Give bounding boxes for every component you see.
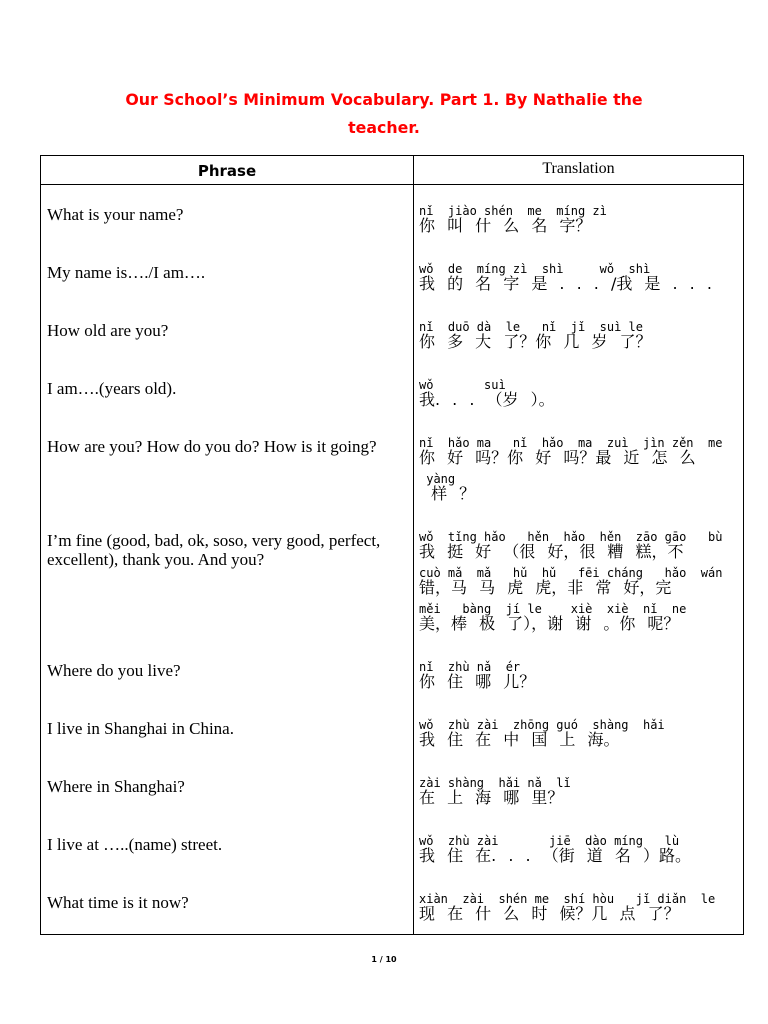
hanzi-line: 我 住 在. . . （街 道 名 ）路。 <box>419 845 691 865</box>
table-row <box>41 363 744 421</box>
pinyin-line: nǐ zhù nǎ ér <box>419 659 521 674</box>
hanzi-line: 我 挺 好 （很 好，很 糟 糕，不 <box>419 541 684 561</box>
translation-block <box>419 531 739 561</box>
hanzi-line: 你 叫 什 么 名 字？ <box>419 216 592 235</box>
pinyin-line: nǐ duō dà le nǐ jǐ suì le <box>419 319 643 334</box>
phrase-cell: I am….(years old). <box>41 363 414 421</box>
table-row <box>41 305 744 363</box>
translation-cell <box>414 819 744 877</box>
hanzi-line: 在 上 海 哪 里？ <box>419 787 564 807</box>
phrase-cell: I live in Shanghai in China. <box>41 703 414 761</box>
hanzi-line: 美，棒 极 了），谢 谢 。你 呢？ <box>419 613 680 633</box>
translation-block <box>419 379 739 409</box>
hanzi-line: 我 的 名 字 是 . . . /我 是 . . . <box>419 273 712 293</box>
translation-block <box>419 661 739 691</box>
phrase-cell: How are you? How do you do? How is it going? <box>41 421 414 515</box>
hanzi-line: 你 好 吗？你 好 吗？最 近 怎 么 <box>419 447 696 467</box>
phrase-column-header: Phrase <box>41 156 414 185</box>
table-row <box>41 819 744 877</box>
table-row <box>41 185 744 247</box>
page-title: Our School’s Minimum Vocabulary. Part 1. By Nathalie the teacher. <box>125 90 643 137</box>
table-row <box>41 515 744 645</box>
hanzi-line: 错，马 马 虎 虎，非 常 好，完 <box>419 577 672 597</box>
translation-cell <box>414 363 744 421</box>
pinyin-line: měi bàng jí le xiè xiè nǐ ne <box>419 601 687 616</box>
translation-block <box>419 473 739 503</box>
translation-cell <box>414 761 744 819</box>
phrase-cell: Where do you live? <box>41 645 414 703</box>
hanzi-line: 我. . . （岁 ）。 <box>419 389 555 409</box>
pinyin-line: yàng <box>419 471 456 486</box>
translation-cell <box>414 305 744 363</box>
translation-block <box>419 777 739 807</box>
pinyin-line: wǒ zhù zài zhōng guó shàng hǎi <box>419 717 665 732</box>
translation-cell <box>414 877 744 935</box>
pinyin-line: xiàn zài shén me shí hòu jǐ diǎn le <box>419 891 716 906</box>
pinyin-line: wǒ tǐng hǎo hěn hǎo hěn zāo gāo bù <box>419 529 723 544</box>
table-row <box>41 703 744 761</box>
translation-block <box>419 719 739 749</box>
phrase-cell: I live at …..(name) street. <box>41 819 414 877</box>
hanzi-line: 你 住 哪 儿？ <box>419 671 536 691</box>
translation-cell <box>414 703 744 761</box>
translation-block <box>419 321 739 351</box>
pinyin-line: nǐ jiào shén me míng zì <box>419 204 607 218</box>
translation-block <box>419 205 739 235</box>
table-header-row <box>41 156 744 185</box>
pinyin-line: wǒ de míng zì shì wǒ shì <box>419 261 651 276</box>
table-row <box>41 761 744 819</box>
hanzi-line: 我 住 在 中 国 上 海。 <box>419 729 620 749</box>
pinyin-line: cuò mǎ mǎ hǔ hǔ fēi cháng hǎo wán <box>419 565 723 580</box>
pinyin-line: zài shàng hǎi nǎ lǐ <box>419 775 571 790</box>
vocabulary-table <box>40 155 744 935</box>
translation-column-header: Translation <box>414 156 744 185</box>
table-row <box>41 247 744 305</box>
phrase-cell: What time is it now? <box>41 877 414 935</box>
page-number: 1 / 10 <box>371 955 397 964</box>
translation-block <box>419 835 739 865</box>
phrase-cell: What is your name? <box>41 185 414 247</box>
phrase-cell: My name is…./I am…. <box>41 247 414 305</box>
translation-cell <box>414 421 744 515</box>
translation-cell <box>414 185 744 247</box>
table-row <box>41 421 744 515</box>
phrase-cell: How old are you? <box>41 305 414 363</box>
pinyin-line: wǒ suì <box>419 377 506 392</box>
table-row <box>41 877 744 935</box>
translation-block <box>419 437 739 467</box>
translation-cell <box>414 247 744 305</box>
translation-cell <box>414 515 744 645</box>
translation-block <box>419 263 739 293</box>
phrase-cell: I’m fine (good, bad, ok, soso, very good, perfect, excellent), thank you. And you? <box>41 515 414 645</box>
translation-block <box>419 893 739 923</box>
table-row <box>41 645 744 703</box>
pinyin-line: wǒ zhù zài jiē dào míng lù <box>419 833 680 848</box>
translation-block <box>419 567 739 597</box>
phrase-cell: Where in Shanghai? <box>41 761 414 819</box>
pinyin-line: nǐ hǎo ma nǐ hǎo ma zuì jìn zěn me <box>419 435 723 450</box>
hanzi-line: 样 ？ <box>419 483 476 503</box>
hanzi-line: 你 多 大 了？你 几 岁 了？ <box>419 331 652 351</box>
table-body <box>41 185 744 935</box>
translation-cell <box>414 645 744 703</box>
translation-block <box>419 603 739 633</box>
hanzi-line: 现 在 什 么 时 候？几 点 了？ <box>419 903 680 923</box>
